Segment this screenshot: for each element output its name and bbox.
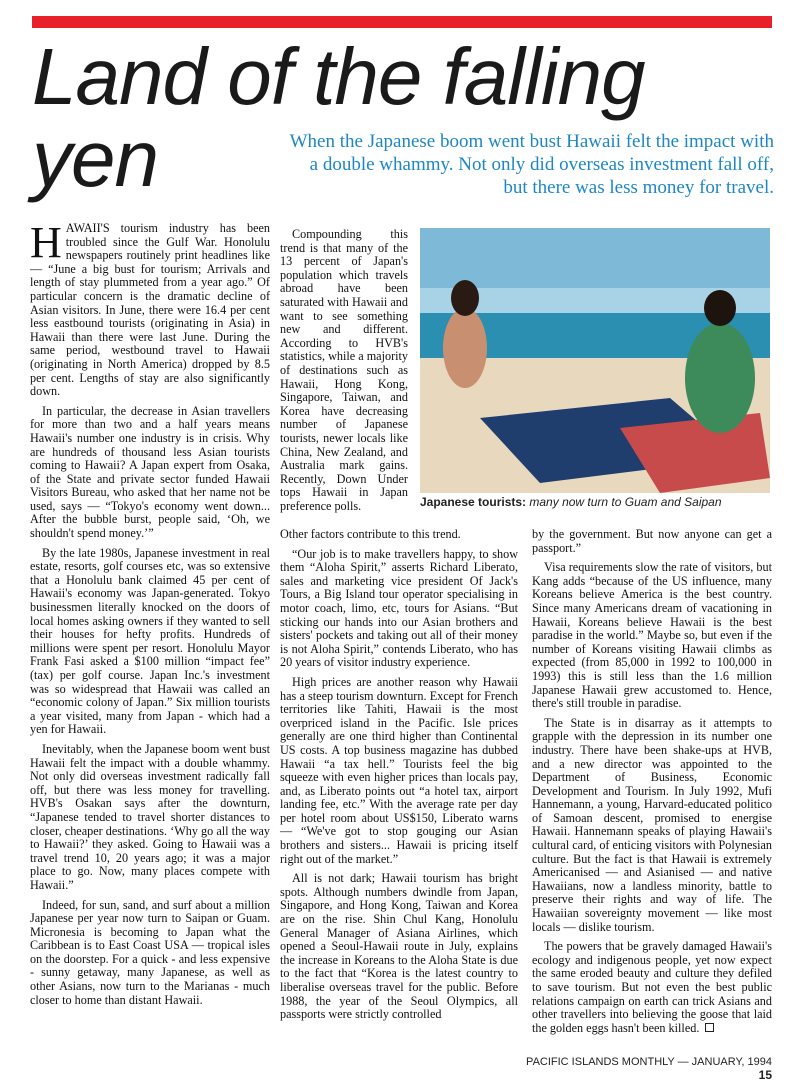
paragraph: In particular, the decrease in Asian travellers for more than two and a half years means Hawaii's number one industry is in crisis. Why are hundreds of thousand less Asian tourists coming to Hawaii? A Japan expert from Osaka, of the State and private sector funded Hawaii Visitors Bureau, who asked that her name not be used, says — “Tokyo's economy went down... After the bubble burst, people said, ‘Oh, we shouldn't spend money.’” [30, 403, 270, 541]
column-3 [532, 528, 772, 1041]
drop-cap: H [30, 218, 62, 267]
top-rule [32, 16, 772, 28]
paragraph: Visa requirements slow the rate of visitors, but Kang adds “because of the US influence, many Koreans believe America is the best country. Since many Americans dream of vacationing in Hawaii, Koreans believe Hawaii is the best paradise in the world.” Maybe so, but even if the number of Koreans visiting Hawaii climbs as expected (from 85,000 in 1992 to 100,000 in 1993) this is still less than the 1.6 million Japanese Hawaii grew accustomed to. Hence, there's still trouble in paradise. [532, 560, 772, 711]
paragraph: By the late 1980s, Japanese investment in real estate, resorts, golf courses etc, was so extensive that a Honolulu bank claimed 45 per cent of Hawaii's economy was Japan-generated. Tokyo businessmen literally knocked on the doors of local homes asking owners if they wanted to sell their houses for hefty profits. Hundreds of millions were spent per resort. Honolulu Mayor Frank Fasi asked a $100 million “impact fee” (tax) per golf course. Japan Inc.'s investment was so widespread that Hawaii was called an “economic colony of Japan.” Six million tourists a year visited, many from Japan - which had a yen for Hawaii. [30, 545, 270, 737]
caption-text: many now turn to Guam and Saipan [529, 495, 722, 509]
publication-line: PACIFIC ISLANDS MONTHLY — JANUARY, 1994 [526, 1056, 772, 1068]
paragraph: All is not dark; Hawaii tourism has bright spots. Although numbers dwindle from Japan, Singapore, and Hong Kong, Taiwan and Korea are on the rise. Shin Chul Kang, Honolulu General Manager of Asiana Airlines, which opened a Seoul-Hawaii route in July, explains the increase in Koreans to the Aloha State is due to the fact that “Korea is the latest country to liberalise overseas travel for the public. Before 1988, the year of the Seoul Olympics, all passports were strictly controlled [280, 871, 518, 1022]
paragraph: HAWAII'S tourism industry has been troubled since the Gulf War. Honolulu newspapers routinely print headlines like — “June a big bust for tourism; Arrivals and length of stay plummeted from a year ago.” Of particular concern is the dramatic decline of Asian visitors. In June, there were 16.4 per cent less eastbound tourists (originating in Asia) in Hawaii than there were last June. During the same period, westbound travel to Hawaii (originating in North America) dropped by 8.5 per cent. Lengths of stay are also significantly down. [30, 218, 270, 399]
paragraph: Other factors contribute to this trend. [280, 527, 461, 541]
column-1 [30, 218, 270, 1013]
paragraph: The powers that be gravely damaged Hawaii's ecology and indigenous people, yet now expect the same eroded beauty and culture they defiled to save tourism. But not even the best public relations campaign on earth can trick Asians and other travellers into believing the goose that laid the golden eggs hasn't been killed. [532, 939, 772, 1035]
column-2-bottom [280, 528, 518, 1028]
page-footer [508, 1056, 772, 1082]
paragraph: Indeed, for sun, sand, and surf about a million Japanese per year now turn to Saipan or Guam. Micronesia is becoming to Japan what the Caribbean is to East Coast USA — tropical isles on the doorstep. For a quick - and less expensive - sunny getaway, many Japanese, as well as other Asians, now turn to the Marianas - much closer to home than distant Hawaii. [30, 897, 270, 1007]
paragraph: High prices are another reason why Hawaii has a steep tourism downturn. Except for French territories like Tahiti, Hawaii is the most overpriced island in the Pacific. Isle prices generally are one third higher than Continental US costs. A top business magazine has dubbed Hawaii “a tax hell.” Tourists feel the big squeeze with even higher prices than locals pay, and, as Liberato points out “a hotel tax, airport landing fee, etc.” With the average rate per day per hotel room about US$150, Liberato warns — “We've got to stop gouging our Asian brothers and sisters... Hawaii is pricing itself right out of the market.” [280, 674, 518, 866]
paragraph: Compounding this trend is that many of the 13 percent of Japan's population which travels abroad have been saturated with Hawaii and want to see something new and different. According to HVB's statistics, while a majority of destinations such as Hawaii, Hong Kong, Singapore, Taiwan, and Korea have decreasing number of Japanese tourists, newer locals like China, New Zealand, and Australia mark gains. Recently, Down Under tops Hawaii in Japan preference polls. [280, 227, 408, 513]
paragraph: Inevitably, when the Japanese boom went bust Hawaii felt the impact with a double whammy. Not only did overseas investment radically fall off, but there was less money for travelling. HVB's Osakan says after the downturn, “Japanese tended to travel shorter distances to closer, cheaper destinations. ‘Why go all the way to Hawaii?’ they asked. Going to Hawaii was a travel trend 10, 20 years ago; it was a major place to go. Now, many places compete with Hawaii.” [30, 741, 270, 892]
headline-line-2: yen [32, 114, 158, 203]
deck-subhead: When the Japanese boom went bust Hawaii felt the impact with a double whammy. Not only did overseas investment fall off, but there was less money for travel. [289, 131, 774, 198]
paragraph: “Our job is to make travellers happy, to show them “Aloha Spirit,” asserts Richard Liberato, sales and marketing vice president Of Jack's Tours, a Big Island tour operator specialising in motor coach, limo, etc, tours for Asians. “But sticking our hands into our Asian brothers and sisters' pockets and taking out all of their money is not Aloha Spirit,” contends Liberato, who has 20 years of visitor industry experience. [280, 546, 518, 670]
paragraph: by the government. But now anyone can get a passport.” [532, 527, 772, 555]
headline-line-1: Land of the falling [32, 32, 645, 121]
paragraph: The State is in disarray as it attempts to grapple with the depression in its number one industry. There have been shake-ups at HVB, and a new director was appointed to the Department of Business, Economic Development and Tourism. In July 1992, Mufi Hannemann, a young, Harvard-educated politico of Samoan descent, promised to energise Hawaii. Hannemann speaks of playing Hawaii's cultural card, of enticing visitors with Polynesian culture. But the fact is that Hawaii is extremely Americanised — and Asianised — and native Hawaiians, now a landless minority, battle to preserve their rights and way of life. The Hawaiian sovereignty movement — like most locals — dislike tourism. [532, 715, 772, 934]
caption-lead: Japanese tourists: [420, 495, 527, 509]
column-2-top [280, 228, 408, 519]
photo-caption [420, 495, 770, 509]
end-mark-icon [705, 1023, 714, 1032]
photo-japanese-tourists-beach [420, 228, 770, 493]
page-number: 15 [758, 1068, 772, 1082]
